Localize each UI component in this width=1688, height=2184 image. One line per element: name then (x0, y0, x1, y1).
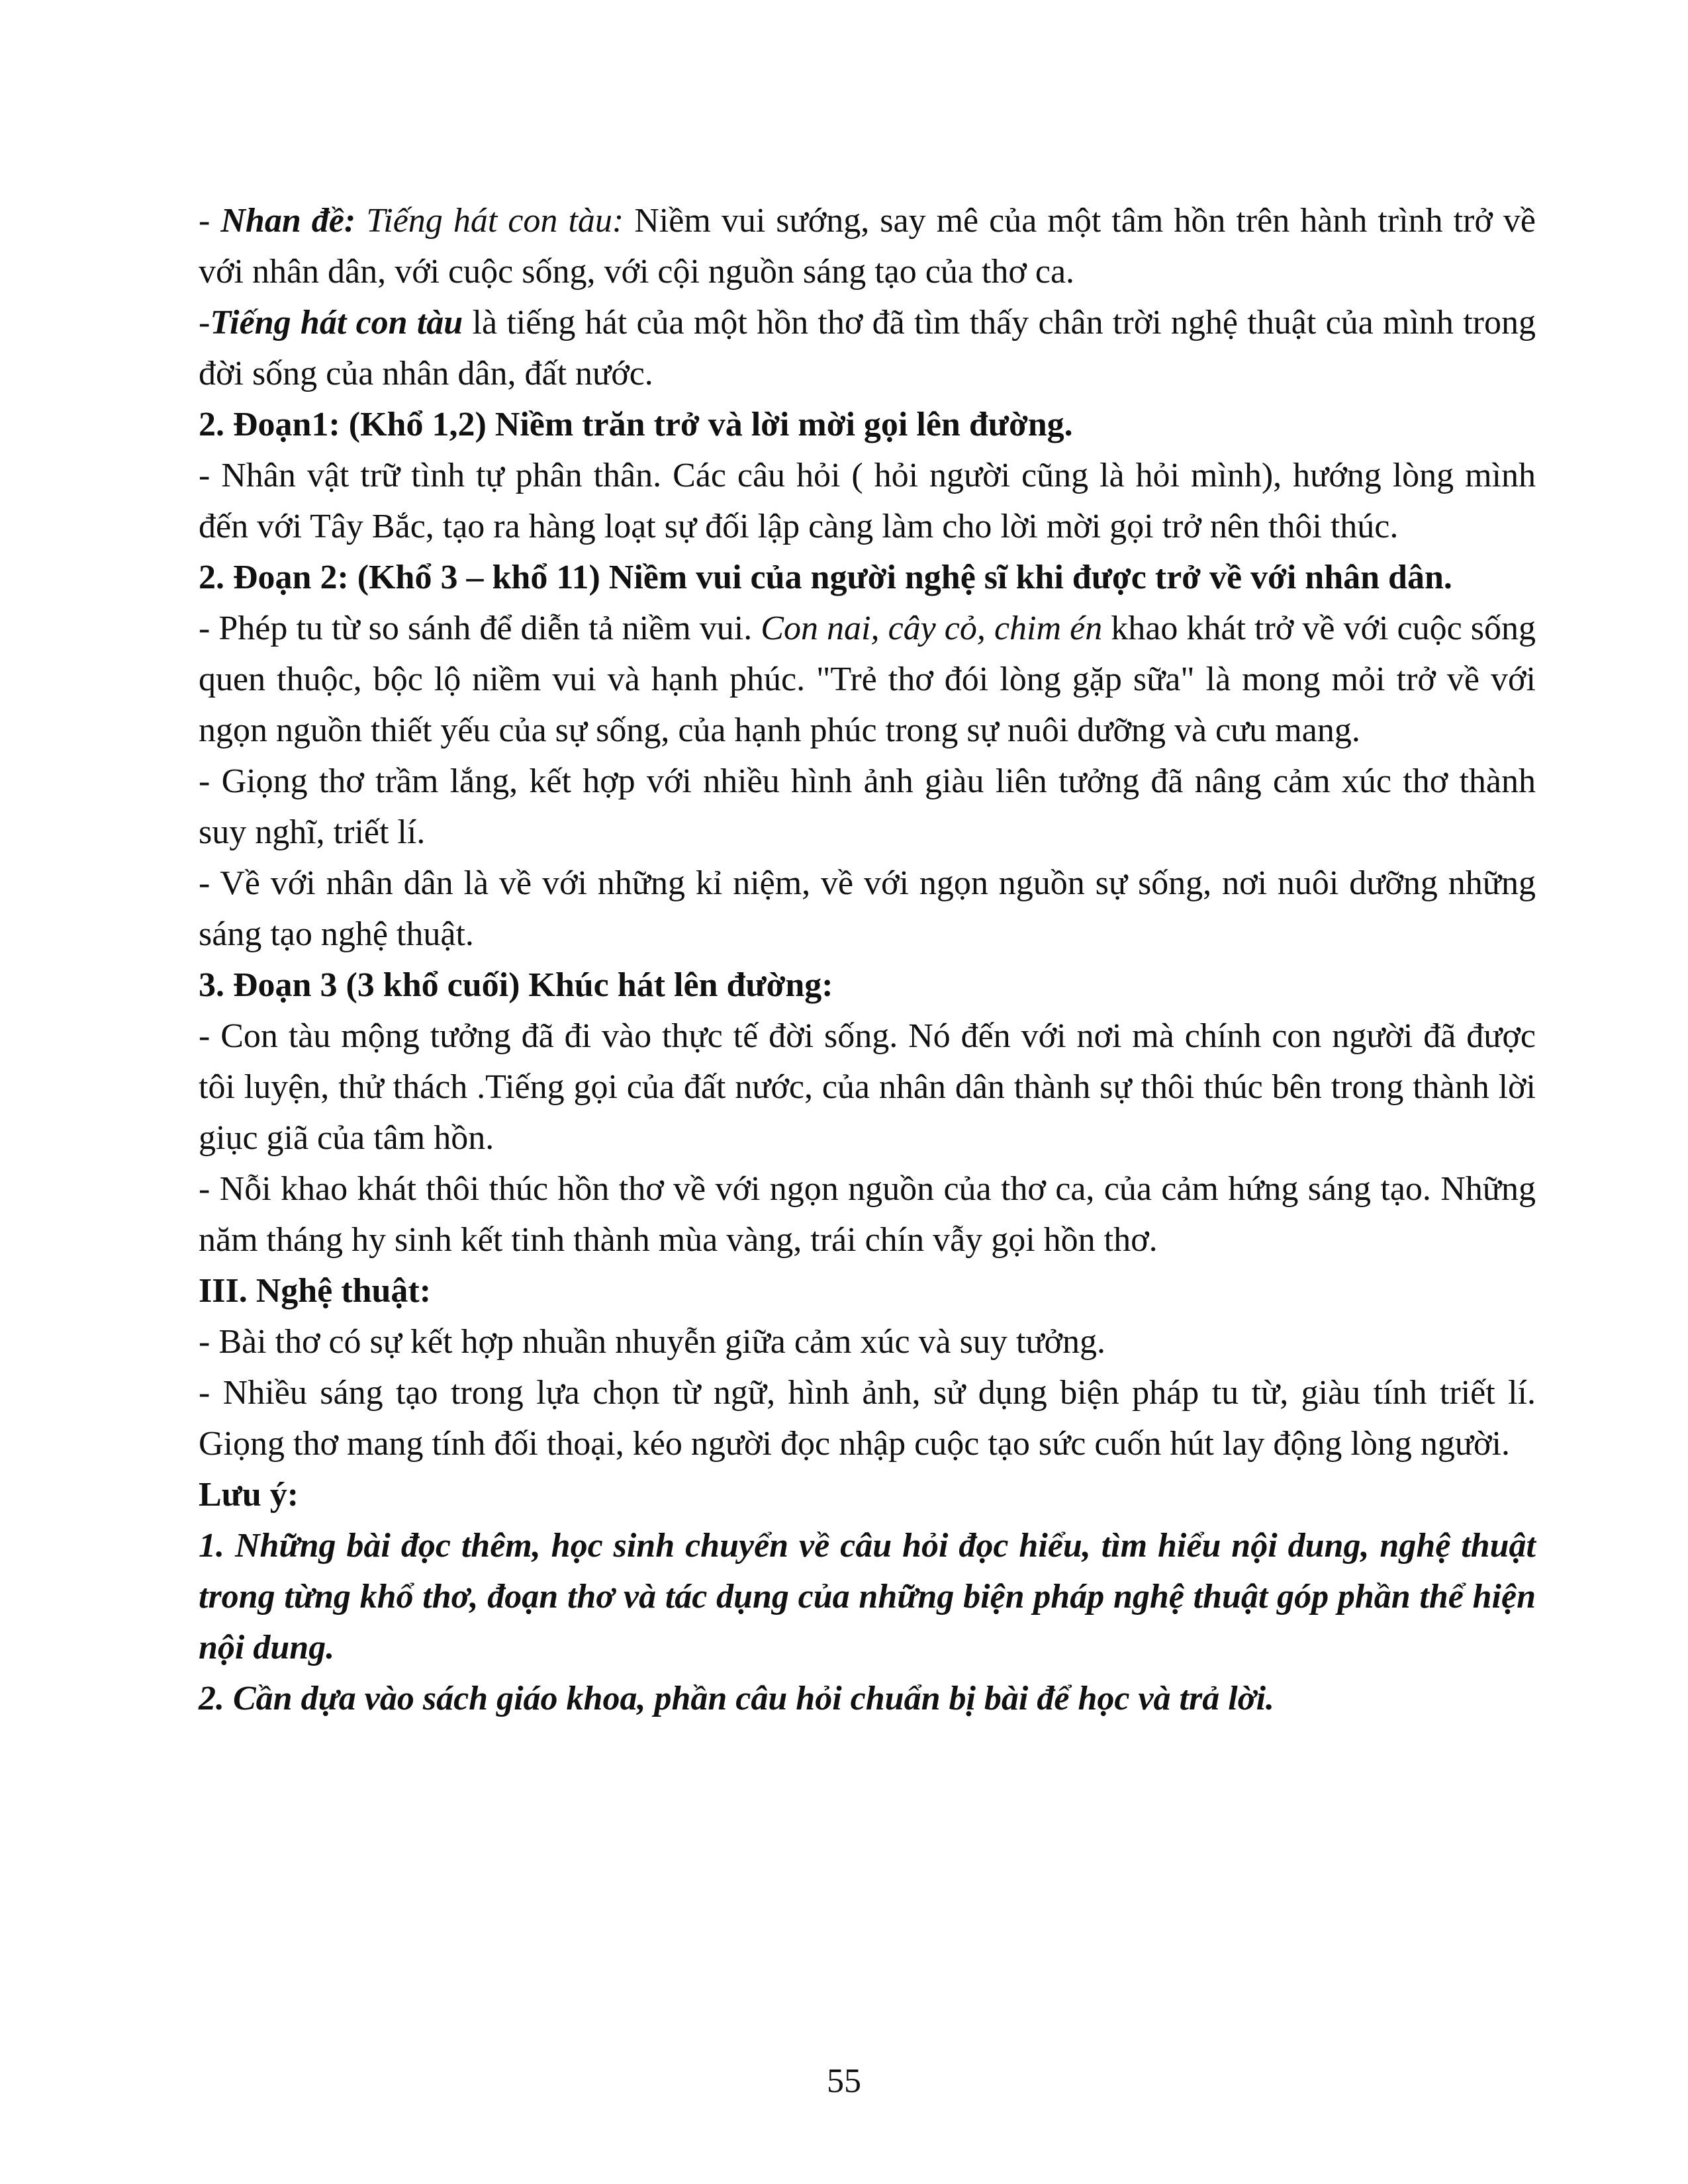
paragraph-doan-2-comparison (199, 603, 1536, 756)
dash: - (199, 202, 221, 240)
label-nhan-de: Nhan đề: (220, 202, 356, 240)
paragraph-art-1: - Bài thơ có sự kết hợp nhuần nhuyễn giữa cảm xúc và suy tưởng. (199, 1323, 1106, 1361)
dash: - (199, 304, 211, 341)
paragraph-song-meaning (199, 297, 1536, 399)
page-number: 55 (827, 2062, 861, 2100)
section-heading-doan-1: 2. Đoạn1: (Khổ 1,2) Niềm trăn trở và lời mời gọi lên đường. (199, 406, 1073, 443)
paragraph-text: khao khát trở về với cuộc sống quen thuộc, bộc lộ niềm vui và hạnh phúc. "Trẻ thơ đói lòng gặp sữa" là mong mỏi trở về với ngọn nguồn thiết yếu của sự sống, của hạnh phúc trong sự nuôi dưỡng và cưu mang. (199, 610, 1536, 749)
paragraph-art-2: - Nhiều sáng tạo trong lựa chọn từ ngữ, hình ảnh, sử dụng biện pháp tu từ, giàu tính triết lí. Giọng thơ mang tính đối thoại, kéo người đọc nhập cuộc tạo sức cuốn hút lay động lòng người. (199, 1374, 1536, 1463)
section-heading-doan-2: 2. Đoạn 2: (Khổ 3 – khổ 11) Niềm vui của người nghệ sĩ khi được trở về với nhân dân. (199, 559, 1452, 596)
paragraph-doan-3-longing: - Nỗi khao khát thôi thúc hồn thơ về với ngọn nguồn của thơ ca, của cảm hứng sáng tạo. Những năm tháng hy sinh kết tinh thành mùa vàng, trái chín vẫy gọi hồn thơ. (199, 1170, 1536, 1259)
section-heading-note: Lưu ý: (199, 1476, 299, 1514)
section-heading-doan-3: 3. Đoạn 3 (3 khổ cuối) Khúc hát lên đường: (199, 966, 833, 1004)
paragraph-doan-3-ship: - Con tàu mộng tưởng đã đi vào thực tế đời sống. Nó đến với nơi mà chính con người đã được tôi luyện, thử thách .Tiếng gọi của đất nước, của nhân dân thành sự thôi thúc bên trong thành lời giục giã của tâm hồn. (199, 1017, 1536, 1157)
document-body (199, 195, 1536, 1724)
note-item-1: 1. Những bài đọc thêm, học sinh chuyển về câu hỏi đọc hiểu, tìm hiểu nội dung, nghệ thuật trong từng khổ thơ, đoạn thơ và tác dụng của những biện pháp nghệ thuật góp phần thể hiện nội dung. (199, 1527, 1536, 1666)
paragraph-title-meaning (199, 195, 1536, 297)
poem-title: Tiếng hát con tàu: (355, 202, 624, 240)
paragraph-text: Niềm vui sướng, say mê của một tâm hồn trên hành trình trở về với nhân dân, với cuộc sống, với cội nguồn sáng tạo của thơ ca. (199, 202, 1536, 291)
paragraph-text: - Phép tu từ so sánh để diễn tả niềm vui. (199, 610, 761, 647)
paragraph-doan-2-people: - Về với nhân dân là về với những kỉ niệm, về với ngọn nguồn sự sống, nơi nuôi dưỡng những sáng tạo nghệ thuật. (199, 864, 1536, 953)
note-item-2: 2. Cần dựa vào sách giáo khoa, phần câu hỏi chuẩn bị bài để học và trả lời. (199, 1680, 1275, 1717)
italic-quote: Con nai, cây cỏ, chim én (761, 610, 1103, 647)
section-heading-art: III. Nghệ thuật: (199, 1272, 432, 1310)
paragraph-doan-1: - Nhân vật trữ tình tự phân thân. Các câu hỏi ( hỏi người cũng là hỏi mình), hướng lòng mình đến với Tây Bắc, tạo ra hàng loạt sự đối lập càng làm cho lời mời gọi trở nên thôi thúc. (199, 457, 1536, 545)
poem-title: Tiếng hát con tàu (210, 304, 463, 341)
paragraph-doan-2-voice: - Giọng thơ trầm lắng, kết hợp với nhiều hình ảnh giàu liên tưởng đã nâng cảm xúc thơ thành suy nghĩ, triết lí. (199, 762, 1536, 851)
paragraph-text: là tiếng hát của một hồn thơ đã tìm thấy chân trời nghệ thuật của mình trong đời sống của nhân dân, đất nước. (199, 304, 1536, 392)
